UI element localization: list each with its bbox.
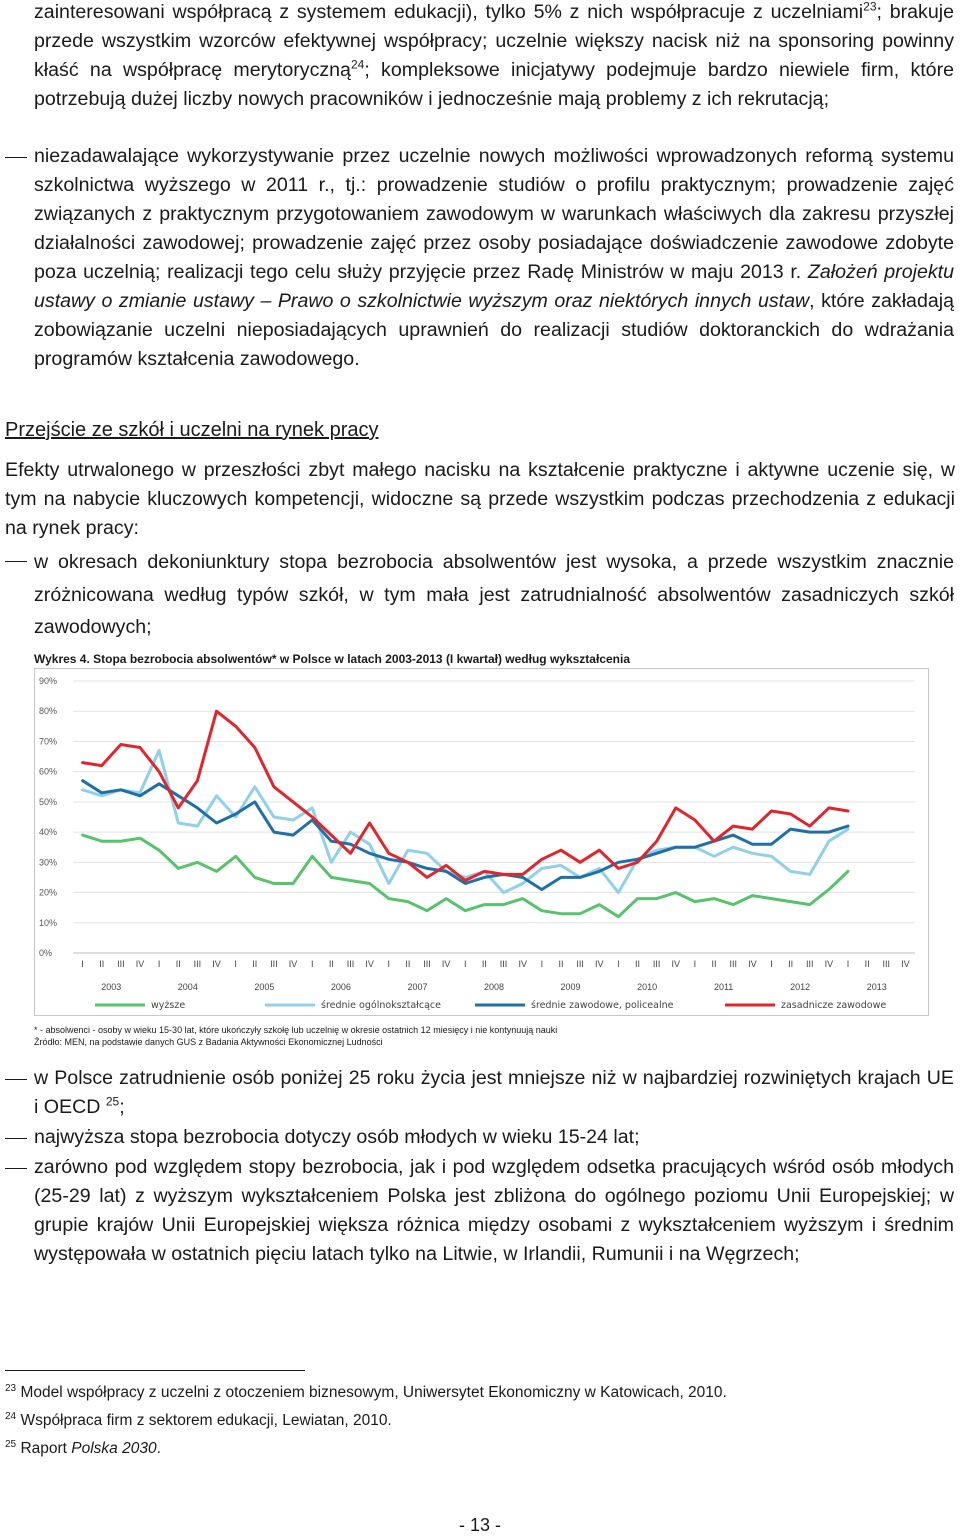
y-tick-label: 90% [39,676,58,686]
section-heading: Przejście ze szkół i uczelni na rynek pracy [5,419,379,441]
y-tick-label: 80% [39,706,58,717]
year-label: 2009 [560,982,581,992]
quarter-label: II [635,959,641,969]
quarter-label: I [157,959,161,969]
quarter-label: III [346,959,355,969]
legend-label: średnie ogólnokształcące [321,1000,441,1011]
quarter-label: I [540,959,544,969]
y-tick-label: 70% [39,736,58,747]
eu-comparison-bullet: zarówno pod względem stopy bezrobocia, jak i pod względem odsetka pracujących wśród osób młodych (25-29 lat) z wyższym wykształceniem Polska jest zbliżona do ogólnego poziomu Unii Europejskiej; w grupie krajów Unii Europejskiej większa różnica między osobami z wykształceniem wyższym i średnim występowała w ostatnich pięciu latach tylko na Litwie, w Irlandii, Rumunii i na Węgrzech; [34,1156,954,1265]
quarter-label: I [464,959,467,969]
footnote-separator [5,1370,305,1371]
figure-caption: Wykres 4. Stopa bezrobocia absolwentów* w Polsce w latach 2003-2013 (I kwartał) według wykształcenia [34,652,630,666]
quarter-label: IV [748,959,757,969]
bullet-dash [5,1168,27,1169]
quarter-label: I [693,959,697,969]
legend-label: wyższe [151,1000,186,1011]
intro-text-a: zainteresowani współpracą z systemem edukacji), tylko 5% z nich współpracuje z uczelniami [34,1,864,23]
legend-label: średnie zawodowe, policealne [531,1000,674,1011]
y-tick-label: 60% [39,766,58,777]
quarter-label: III [882,959,891,969]
quarter-label: IV [212,959,221,969]
unemployment-chart [34,668,929,1016]
quarter-label: II [328,959,334,969]
quarter-label: II [558,959,564,969]
employment-text-a: w Polsce zatrudnienie osób poniżej 25 roku życia jest mniejsze niż w najbardziej rozwiniętych krajach UE i OECD [34,1067,954,1118]
reform-bullet [34,142,954,374]
youth-bullet: najwyższa stopa bezrobocia dotyczy osób młodych w wieku 15-24 lat; [34,1126,640,1148]
footnote-italic-title: Polska 2030 [71,1440,157,1457]
footnote-ref-25[interactable]: 25 [105,1094,120,1109]
year-label: 2003 [101,982,122,992]
page-number: - 13 - [458,1515,501,1535]
footnote-25 [5,1439,161,1459]
bullet-dash [5,1079,27,1080]
footnote-24 [5,1411,392,1431]
intro-paragraph [34,0,954,114]
quarter-label: I [310,959,314,969]
reform-text-b: , które zakładają zobowiązanie uczelni nieposiadających uprawnień do realizacji studiów doktoranckich do wdrażania programów kształcenia zawodowego. [34,290,954,370]
quarter-label: II [252,959,258,969]
footnote-23 [5,1383,727,1403]
y-tick-label: 50% [39,796,58,807]
quarter-label: IV [518,959,527,969]
footnote-text: Raport [20,1440,72,1457]
bullet-dash [5,561,27,562]
y-tick-label: 10% [39,917,58,928]
footnote-number: 24 [5,1410,17,1422]
footnote-text: Model współpracy z uczelni z otoczeniem biznesowym, Uniwersytet Ekonomiczny w Katowicach, 2010. [20,1384,727,1401]
y-tick-label: 40% [39,827,58,838]
year-label: 2008 [483,982,505,992]
y-tick-label: 20% [39,887,58,898]
footnote-text: . [156,1440,161,1457]
footnote-text: Współpraca firm z sektorem edukacji, Lewiatan, 2010. [20,1412,392,1429]
quarter-label: IV [365,959,374,969]
quarter-label: III [499,959,508,969]
quarter-label: I [234,959,237,969]
footnote-ref-24[interactable]: 24 [350,57,365,72]
quarter-label: IV [441,959,451,969]
quarter-label: IV [901,959,910,969]
quarter-label: IV [594,959,604,969]
quarter-label: III [117,959,125,969]
quarter-label: III [193,959,202,969]
section-paragraph: Efekty utrwalonego w przeszłości zbyt małego nacisku na kształcenie praktyczne i aktywne uczenie się, w tym na nabycie kluczowych kompetencji, widoczne są przede wszystkim podczas przechodzenia z edukacji na rynek pracy: [5,459,955,539]
year-label: 2004 [177,982,198,992]
footnote-ref-23[interactable]: 23 [863,0,877,14]
quarter-label: II [788,959,794,969]
quarter-label: III [423,959,431,969]
year-label: 2005 [254,982,275,992]
quarter-label: II [864,959,870,969]
figure-note: * - absolwenci - osoby w wieku 15-30 lat, które ukończyły szkołę lub uczelnię w okresie ostatnich 12 miesięcy i nie kontynuują nauki [34,1025,558,1035]
footnote-number: 23 [5,1382,17,1394]
quarter-label: II [405,959,411,969]
reform-italic-title: Założeń projektu ustawy o zmianie ustawy – Prawo o szkolnictwie wyższym oraz niektórych innych ustaw [34,261,954,312]
intro-text-c: ; kompleksowe inicjatywy podejmuje bardzo niewiele firm, które potrzebują dużej liczby nowych pracowników i jednocześnie mają problemy z ich rekrutacją; [34,59,955,110]
quarter-label: II [711,959,717,969]
year-label: 2013 [866,982,887,992]
quarter-label: II [481,959,487,969]
quarter-label: II [99,959,105,969]
quarter-label: I [617,959,620,969]
quarter-label: III [729,959,737,969]
series-line [83,781,848,890]
y-tick-label: 0% [39,948,53,958]
quarter-label: I [81,959,84,969]
footnote-number: 25 [5,1438,17,1450]
quarter-label: III [805,959,814,969]
quarter-label: III [652,959,661,969]
employment-text-b: ; [119,1096,125,1118]
legend-label: zasadnicze zawodowe [781,1000,887,1011]
chart-svg [35,669,930,1017]
reform-text-a: niezadawalające wykorzystywanie przez uczelnie nowych możliwości wprowadzonych reformą systemu szkolnictwa wyższego w 2011 r., tj.: prowadzenie studiów o profilu praktycznym; prowadzenie zajęć związanych z praktycznym przygotowaniem zawodowym w warunkach właściwych dla zakresu przyszłej działalności zawodowej; prowadzenie zajęć przez osoby posiadające doświadczenie zawodowe zdobyte poza uczelnią; realizacji tego celu służy przyjęcie przez Radę Ministrów w maju 2013 r. [34,145,954,283]
bullet-dash [5,157,27,158]
quarter-label: II [175,959,181,969]
intro-text-b: ; brakuje przede wszystkim wzorców efektywnej współpracy; uczelnie większy nacisk niż na sponsoring powinny kłaść na współpracę merytoryczną [34,1,954,81]
unemployment-bullet: w okresach dekoniunktury stopa bezrobocia absolwentów jest wysoka, a przede wszystkim znacznie zróżnicowana według typów szkół, w tym mała jest zatrudnialność absolwentów zasadniczych szkół zawodowych; [34,551,954,638]
year-label: 2011 [713,982,734,992]
year-label: 2007 [407,982,428,992]
y-tick-label: 30% [39,857,58,868]
series-line [83,711,848,880]
year-label: 2006 [330,982,351,992]
quarter-label: I [387,959,391,969]
quarter-label: IV [824,959,834,969]
quarter-label: IV [135,959,145,969]
quarter-label: IV [671,959,681,969]
figure-source: Źródło: MEN, na podstawie danych GUS z Badania Aktywności Ekonomicznej Ludności [34,1037,383,1047]
quarter-label: I [846,959,850,969]
year-label: 2012 [790,982,811,992]
employment-bullet [34,1064,954,1122]
quarter-label: III [576,959,584,969]
quarter-label: III [270,959,278,969]
quarter-label: IV [288,959,298,969]
bullet-dash [5,1138,27,1139]
year-label: 2010 [637,982,658,992]
quarter-label: I [770,959,773,969]
